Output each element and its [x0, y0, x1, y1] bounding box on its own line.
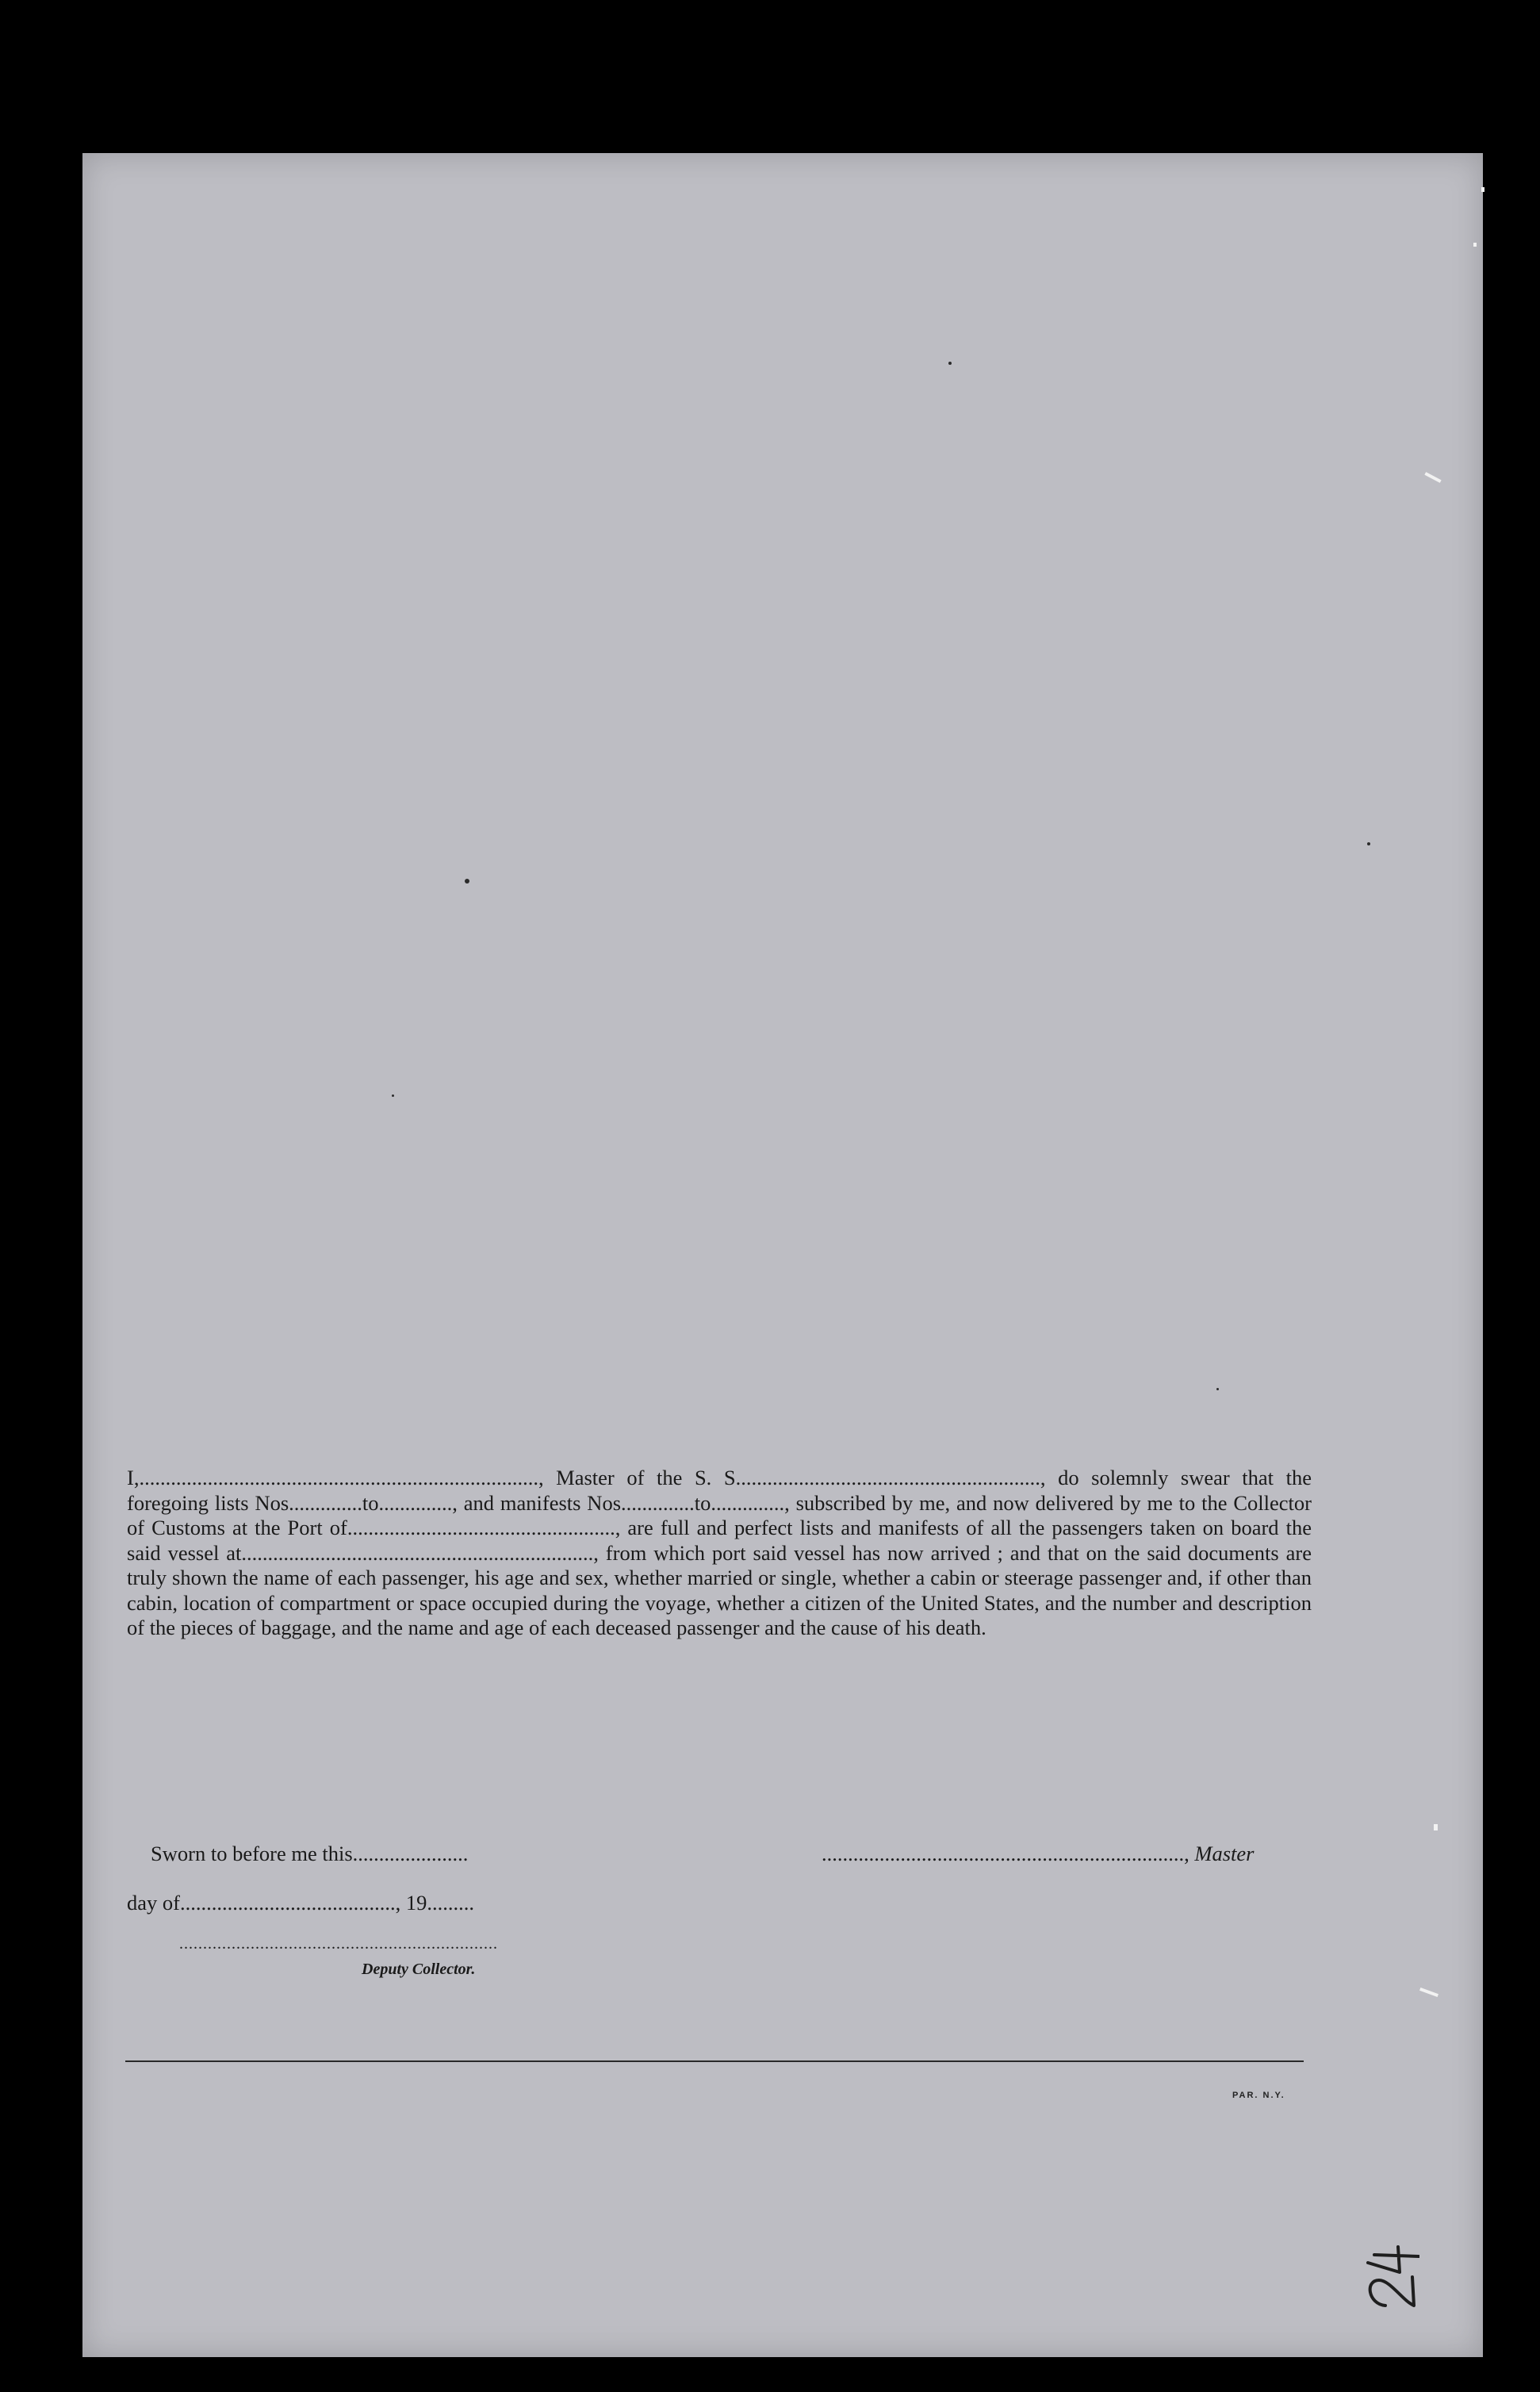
day-line: day of........................................., 19.........: [127, 1891, 474, 1915]
document-page: [82, 153, 1483, 2357]
sworn-line: Sworn to before me this......................: [151, 1842, 469, 1865]
margin-mark: [1473, 243, 1477, 247]
master-signature-line: [822, 1842, 1254, 1866]
paper-speck: [1216, 1388, 1219, 1390]
handwritten-folio-number: [1348, 2229, 1419, 2324]
paper-speck: [1367, 842, 1370, 845]
margin-mark: [1481, 187, 1484, 192]
deputy-signature-dots: ...................................................................: [179, 1935, 498, 1953]
paper-speck: [392, 1094, 394, 1097]
paper-speck: [948, 362, 952, 365]
deputy-collector-label: Deputy Collector.: [362, 1961, 476, 1978]
margin-mark: [1434, 1824, 1438, 1830]
oath-paragraph: [127, 1466, 1312, 1641]
master-signature-dots: .....................................................................,: [822, 1842, 1189, 1865]
paper-speck: [465, 879, 469, 884]
printer-mark: PAR. N.Y.: [1232, 2091, 1285, 2100]
oath-text: I,............................................................................, Master of the S. S.........................................................., do solemnly swear that the foregoing lists Nos..............to.............., and manifests Nos..............to.............., subscribed by me, and now delivered by me to the Collector of Customs at the Port of..................................................., are full and perfect lists and manifests of all the passengers taken on board the said vessel at..................................................................., from which port said vessel has now arrived ; and that on the said documents are truly shown the name of each passenger, his age and sex, whether married or single, whether a cabin or steerage passenger and, if other than cabin, location of compartment or space occupied during the voyage, whether a citizen of the United States, and the number and description of the pieces of baggage, and the name and age of each deceased passenger and the cause of his death.: [127, 1466, 1312, 1639]
horizontal-rule: [125, 2060, 1304, 2062]
master-label: Master: [1194, 1842, 1255, 1865]
